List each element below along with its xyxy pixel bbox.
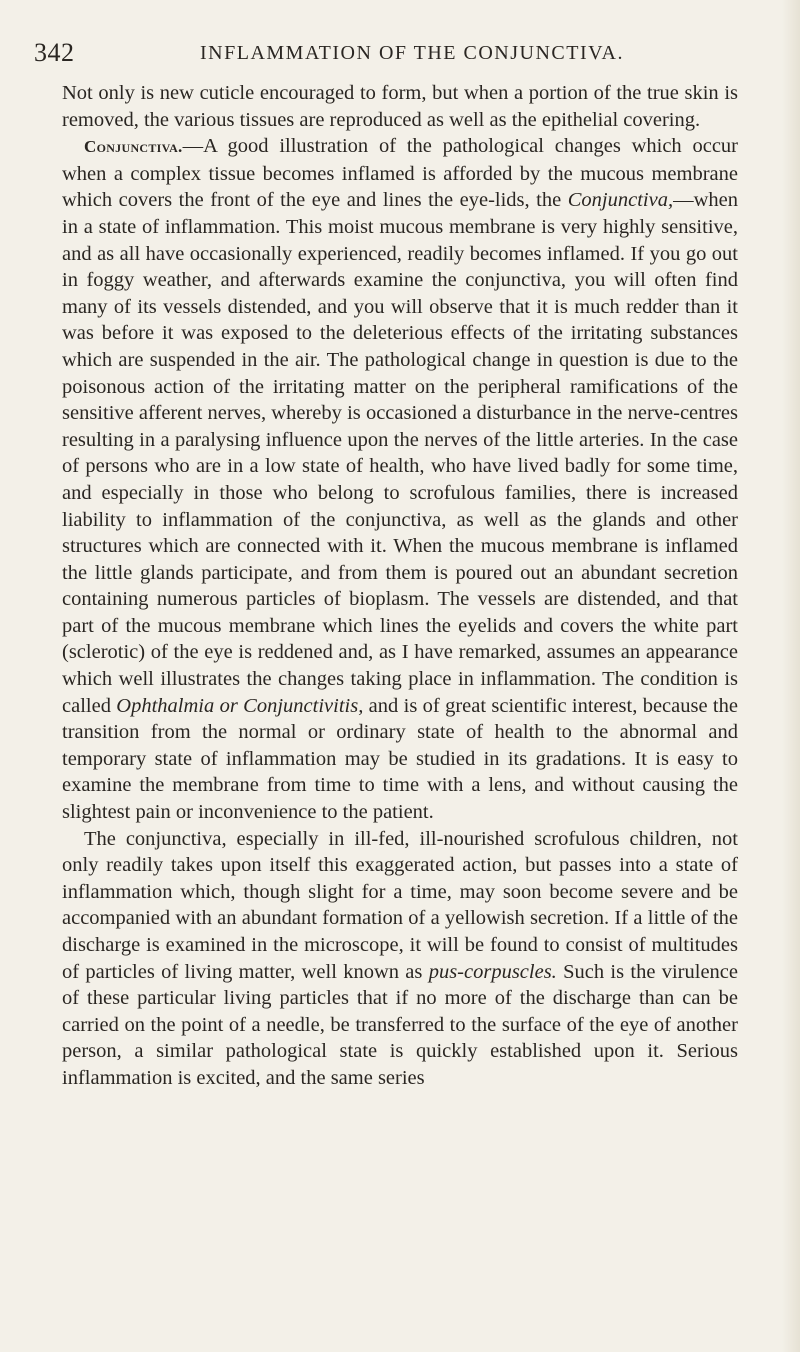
paragraph-1-text: Not only is new cuticle encouraged to form, but when a portion of the true skin is removed, the various tissues are reproduced as well as the epithelial covering. xyxy=(62,82,738,131)
paragraph-conjunctiva xyxy=(62,133,738,825)
term-conjunctiva: Conjunctiva, xyxy=(567,189,674,212)
paragraph-3 xyxy=(62,826,738,1092)
paragraph-3-text-1: The conjunctiva, especially in ill-fed, ill-nourished scrofulous children, not only readily takes upon itself this exaggerated action, but passes into a state of inflammation which, though slight for a time, may soon become severe and be accompanied with an abundant formation of a yellowish secretion. If a little of the discharge is examined in the microscope, it will be found to consist of multitudes of particles of living matter, well known as xyxy=(62,827,738,983)
book-page xyxy=(34,38,738,1092)
page-gutter-shadow xyxy=(782,0,800,1352)
paragraph-1 xyxy=(62,80,738,133)
side-heading-conjunctiva: Conjunctiva. xyxy=(84,137,183,157)
running-head xyxy=(34,38,738,80)
paragraph-2-text-1: —A good illustration of the pathological changes which occur when a complex tissue becomes inflamed is afforded by the mucous membrane which covers the front of the eye and lines the eye-lids, the xyxy=(62,135,738,212)
term-pus-corpuscles: pus-corpuscles. xyxy=(428,960,557,983)
paragraph-2-text-2: —when in a state of inflammation. This moist mucous membrane is very highly sensitive, and as all have occasionally experienced, readily becomes inflamed. If you go out in foggy weather, and afterwards examine the conjunctiva, you will often find many of its vessels distended, and you will observe that it is much redder than it was before it was exposed to the deleterious effects of the irritating substances which are suspended in the air. The pathological change in question is due to the poisonous action of the irritating matter on the peripheral ramifications of the sensitive afferent nerves, whereby is occasioned a disturbance in the nerve-centres resulting in a paralysing influence upon the nerves of the little arteries. In the case of persons who are in a low state of health, who have lived badly for some time, and especially in those who belong to scrofulous families, there is increased liability to inflammation of the conjunctiva, as well as the glands and other structures which are connected with it. When the mucous membrane is inflamed the little glands participate, and from them is poured out an abundant secretion containing numerous particles of bioplasm. The vessels are distended, and that part of the mucous membrane which lines the eyelids and covers the white part (sclerotic) of the eye is reddened and, as I have remarked, assumes an appearance which well illustrates the changes taking place in inflammation. The condition is called xyxy=(62,189,738,717)
paragraph-3-text-2: Such is the virulence of these particular living particles that if no more of the discharge than can be carried on the point of a needle, be transferred to the surface of the eye of another person, a similar pathological state is quickly established upon it. Serious inflammation is excited, and the same series xyxy=(62,960,738,1089)
term-ophthalmia: Ophthalmia or Conjunctivitis, xyxy=(116,694,364,717)
paragraph-2-text-3: and is of great scientific interest, because the transition from the normal or ordinary state of health to the abnormal and temporary state of inflammation may be studied in its gradations. It is easy to examine the membrane from time to time with a lens, and without causing the slightest pain or inconvenience to the patient. xyxy=(62,694,738,824)
running-title: INFLAMMATION OF THE CONJUNCTIVA. xyxy=(200,42,624,64)
page-number: 342 xyxy=(34,38,75,67)
